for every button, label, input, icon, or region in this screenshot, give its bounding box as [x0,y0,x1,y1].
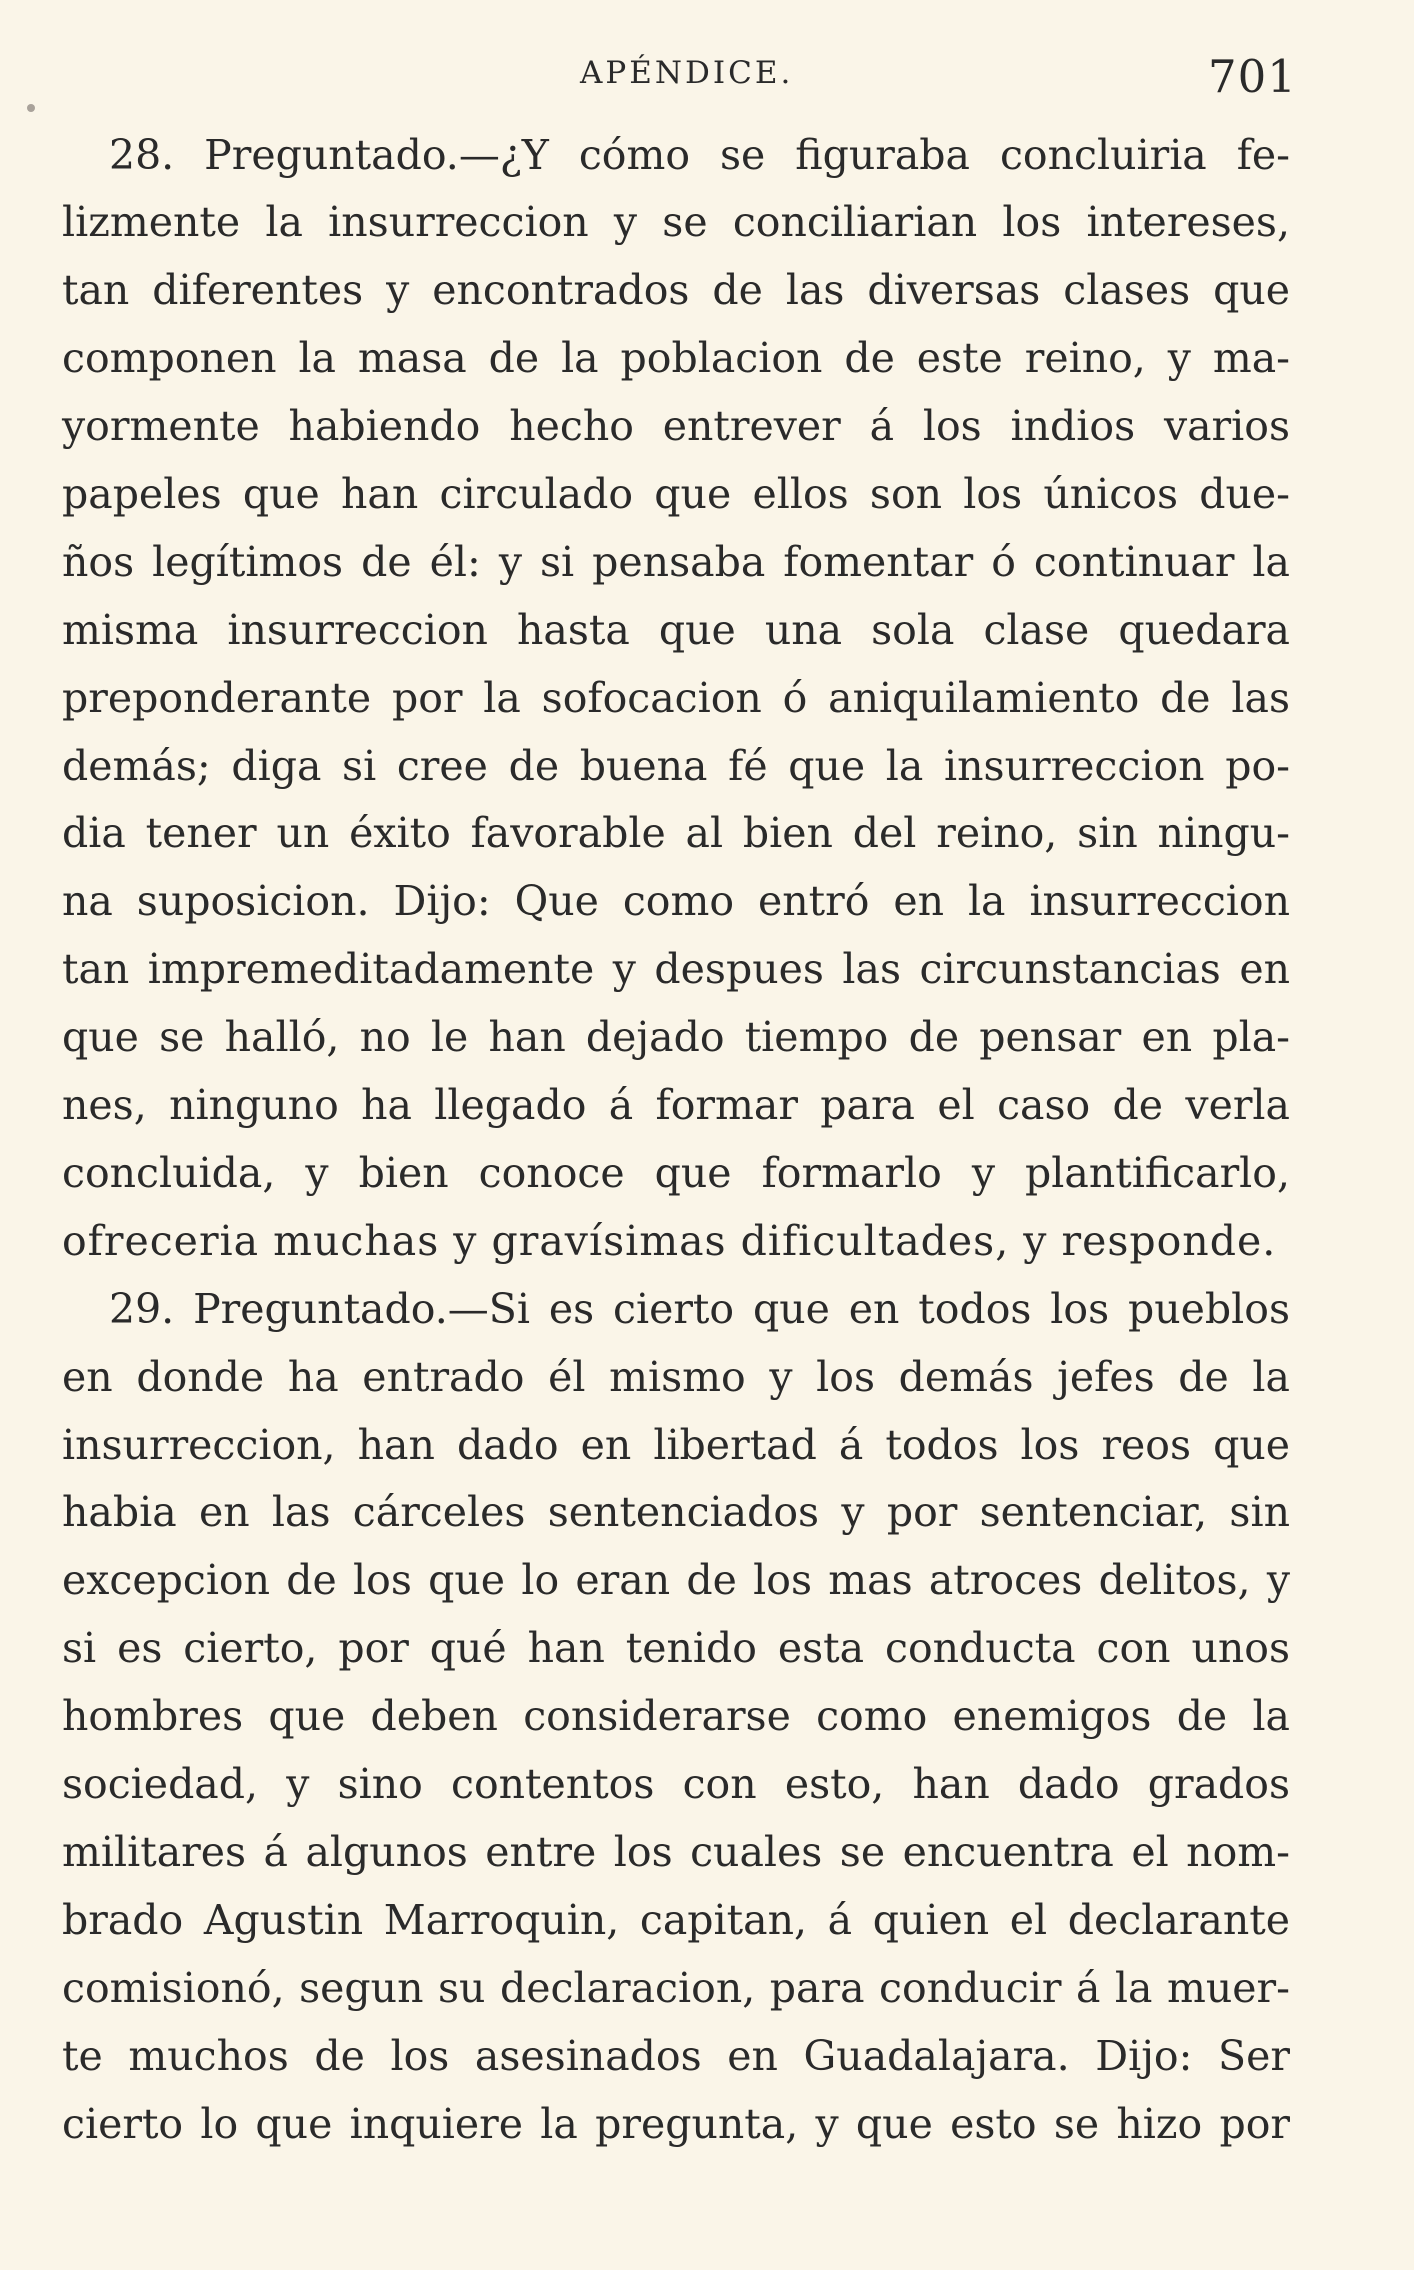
running-head: APÉNDICE. [580,55,794,91]
text-line: preponderante por la sofocacion ó aniquilamiento de las [62,674,1290,722]
text-line: yormente habiendo hecho entrever á los indios varios [62,402,1290,450]
text-line: te muchos de los asesinados en Guadalajara. Dijo: Ser [62,2032,1290,2080]
text-line: en donde ha entrado él mismo y los demás jefes de la [62,1353,1290,1401]
text-line: nes, ninguno ha llegado á formar para el caso de verla [62,1081,1290,1129]
text-line: na suposicion. Dijo: Que como entró en la insurreccion [62,877,1290,925]
text-line: ños legítimos de él: y si pensaba fomentar ó continuar la [62,538,1290,586]
text-line: excepcion de los que lo eran de los mas atroces delitos, y [62,1556,1290,1604]
text-line: 29. Preguntado.—Si es cierto que en todos los pueblos [109,1285,1290,1333]
text-line: dia tener un éxito favorable al bien del reino, sin ningu- [62,809,1290,857]
text-line: habia en las cárceles sentenciados y por sentenciar, sin [62,1488,1290,1536]
text-line: hombres que deben considerarse como enemigos de la [62,1692,1290,1740]
text-line: papeles que han circulado que ellos son los únicos due- [62,470,1290,518]
text-line: demás; diga si cree de buena fé que la insurreccion po- [62,742,1290,790]
text-line: 28. Preguntado.—¿Y cómo se figuraba concluiria fe- [109,131,1290,179]
ink-speck [27,104,35,112]
text-line: tan diferentes y encontrados de las diversas clases que [62,266,1290,314]
text-line: lizmente la insurreccion y se conciliarian los intereses, [62,198,1290,246]
text-line: insurreccion, han dado en libertad á todos los reos que [62,1421,1290,1469]
text-line: si es cierto, por qué han tenido esta conducta con unos [62,1624,1290,1672]
text-line: comisionó, segun su declaracion, para conducir á la muer- [62,1964,1290,2012]
text-line: tan impremeditadamente y despues las circunstancias en [62,945,1290,993]
text-line: brado Agustin Marroquin, capitan, á quien el declarante [62,1896,1290,1944]
text-line: concluida, y bien conoce que formarlo y plantificarlo, [62,1149,1290,1197]
text-line: componen la masa de la poblacion de este reino, y ma- [62,334,1290,382]
text-line: misma insurreccion hasta que una sola clase quedara [62,606,1290,654]
text-line: ofreceria muchas y gravísimas dificultades, y responde. [62,1217,1277,1265]
text-line: militares á algunos entre los cuales se encuentra el nom- [62,1828,1290,1876]
text-line: cierto lo que inquiere la pregunta, y que esto se hizo por [62,2100,1290,2148]
text-line: sociedad, y sino contentos con esto, han dado grados [62,1760,1290,1808]
page-number: 701 [1208,50,1297,103]
text-line: que se halló, no le han dejado tiempo de pensar en pla- [62,1013,1290,1061]
